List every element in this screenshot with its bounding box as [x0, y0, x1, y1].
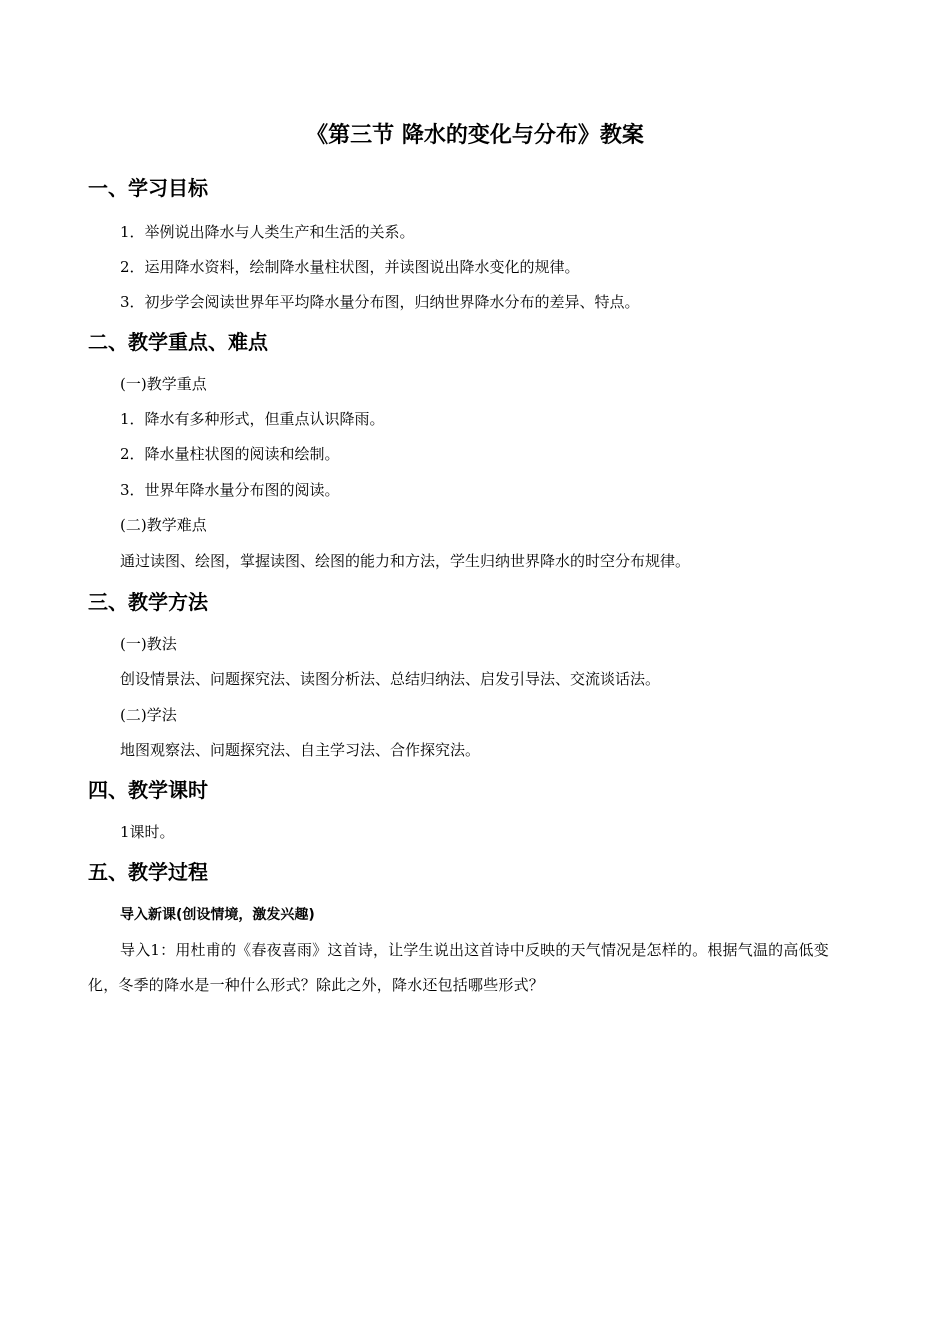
section-heading-class-hours: 四、教学课时 [88, 778, 208, 802]
subheading-learning-method: (二)学法 [120, 706, 177, 724]
intro-paragraph: 导入1：用杜甫的《春夜喜雨》这首诗，让学生说出这首诗中反映的天气情况是怎样的。根据气温的高低变化，冬季的降水是一种什么形式？除此之外，降水还包括哪些形式？ [88, 941, 829, 994]
key-point-item-3: 3．世界年降水量分布图的阅读。 [120, 481, 340, 499]
section-heading-objectives: 一、学习目标 [88, 176, 208, 200]
objective-item-2: 2．运用降水资料，绘制降水量柱状图，并读图说出降水变化的规律。 [120, 258, 580, 276]
section-heading-key-points: 二、教学重点、难点 [88, 330, 268, 354]
difficulty-text: 通过读图、绘图，掌握读图、绘图的能力和方法，学生归纳世界降水的时空分布规律。 [120, 552, 691, 570]
document-title: 《第三节 降水的变化与分布》教案 [306, 123, 644, 148]
subheading-key-points: (一)教学重点 [120, 375, 207, 393]
key-point-item-2: 2．降水量柱状图的阅读和绘制。 [120, 445, 340, 463]
subheading-teaching-method: (一)教法 [120, 635, 177, 653]
objective-item-1: 1．举例说出降水与人类生产和生活的关系。 [120, 223, 415, 241]
class-hours-text: 1课时。 [120, 823, 175, 841]
teaching-method-text: 创设情景法、问题探究法、读图分析法、总结归纳法、启发引导法、交流谈话法。 [120, 670, 661, 688]
subheading-difficulties: (二)教学难点 [120, 516, 207, 534]
objective-item-3: 3．初步学会阅读世界年平均降水量分布图，归纳世界降水分布的差异、特点。 [120, 293, 640, 311]
section-heading-methods: 三、教学方法 [88, 590, 208, 614]
key-point-item-1: 1．降水有多种形式，但重点认识降雨。 [120, 410, 385, 428]
intro-subtitle: 导入新课(创设情境，激发兴趣) [120, 907, 315, 923]
learning-method-text: 地图观察法、问题探究法、自主学习法、合作探究法。 [120, 741, 481, 759]
section-heading-process: 五、教学过程 [88, 860, 208, 884]
